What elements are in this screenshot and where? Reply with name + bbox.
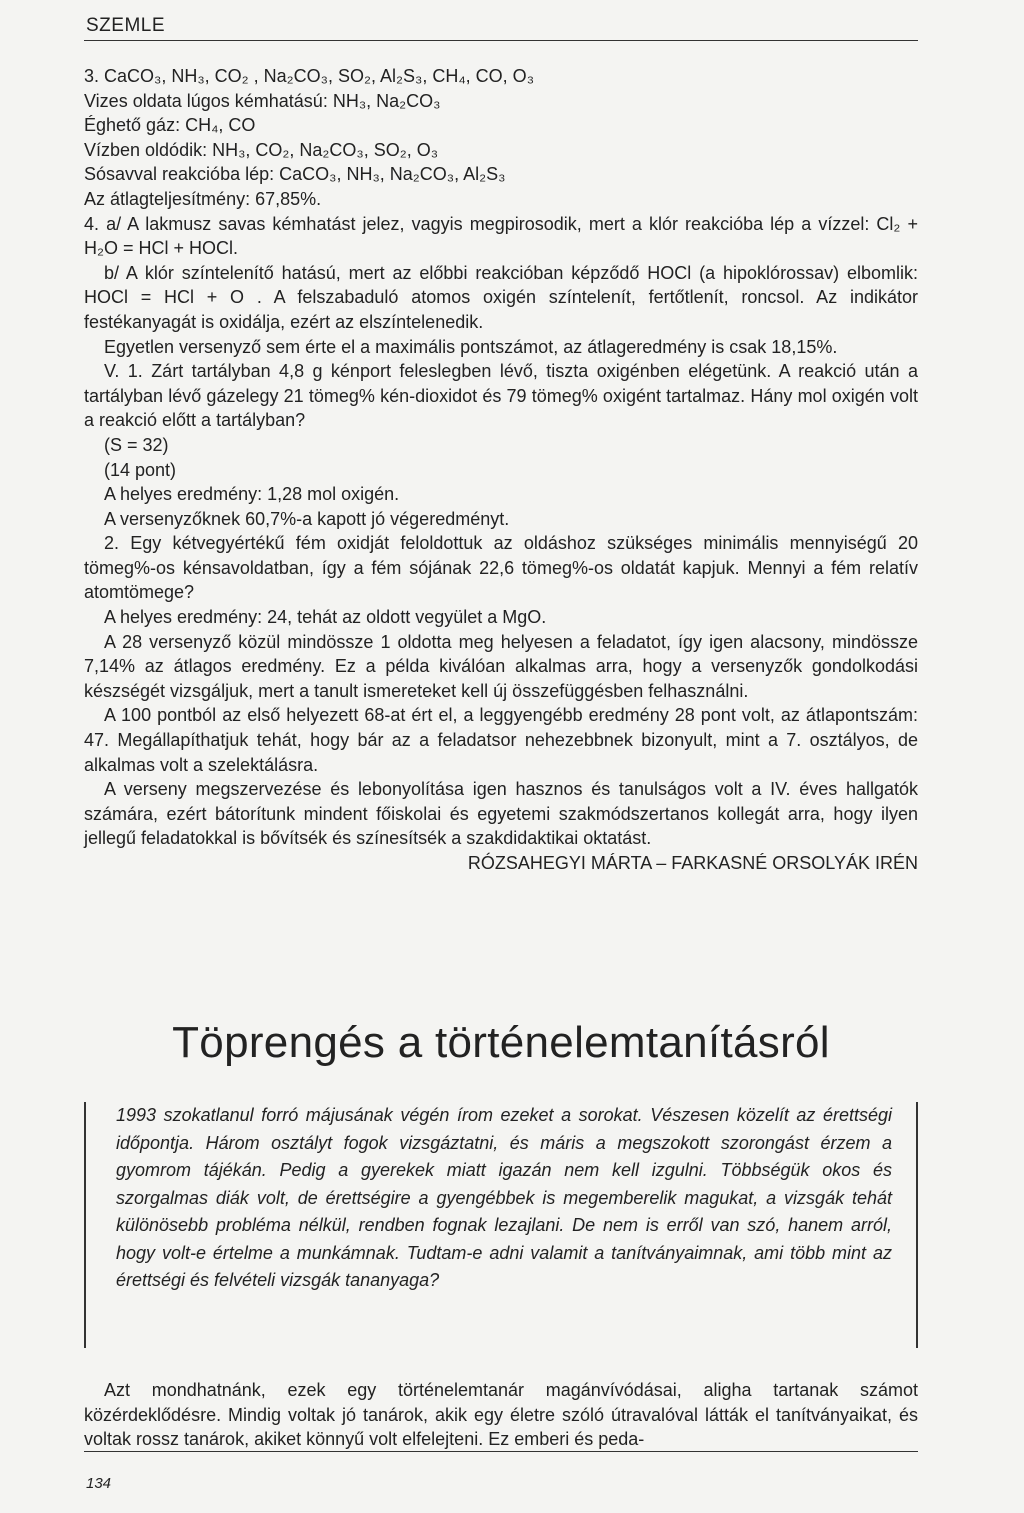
article-continuation [84,64,918,876]
quote-right-bar [916,1102,918,1348]
quote-left-bar [84,1102,86,1348]
answer-3-soluble: Vízben oldódik: NH₃, CO₂, Na₂CO₃, SO₂, O₃ [84,139,439,160]
answer-3-flammable: Éghető gáz: CH₄, CO [84,115,256,136]
closing-paragraph: A verseny megszervezése és lebonyolítása igen hasznos és tanulságos volt a IV. éves hallgatók számára, ezért bátorítunk mindent főiskolai és egyetemi szakmódszertanos kollegát arra, hogy ilyen jellegű feladatokkal is bővítsék és színesítsék a szakdidaktikai oktatást. [84,779,918,849]
footer-rule [84,1451,918,1452]
task-5-2-answer: A helyes eredmény: 24, tehát az oldott vegyület a MgO. [104,607,547,628]
intro-quote-box [84,1102,918,1352]
article-paragraph: Azt mondhatnánk, ezek egy történelemtanár magánvívódásai, aligha tartanak számot közérdeklődésre. Mindig voltak jó tanárok, akik egy életre szóló útravalóval látták el tanítványaikat, és voltak rossz tanárok, akiket könnyű volt elfelejteni. Ez emberi és peda- [84,1380,918,1450]
author-signature: RÓZSAHEGYI MÁRTA – FARKASNÉ ORSOLYÁK IRÉN [467,853,918,873]
task-5-2-result: A 28 versenyző közül mindössze 1 oldotta meg helyesen a feladatot, így igen alacsony, mindössze 7,14% az átlagos eredmény. Ez a példa kiválóan alkalmas arra, hogy a versenyzők gondolkodási készségét vizsgáljuk, mert a tanult ismereteket kell új összefüggésben felhasználni. [84,631,918,701]
task-5-1: V. 1. Zárt tartályban 4,8 g kénport feleslegben lévő, tiszta oxigénben elégetünk. A reakció után a tartályban lévő gázelegy 21 tömeg% kén-dioxidot és 79 tömeg% oxigént tartalmaz. Hány mol oxigén volt a reakció előtt a tartályban? [84,361,918,431]
answer-3-hcl-reactive: Sósavval reakcióba lép: CaCO₃, NH₃, Na₂CO₃, Al₂S₃ [84,164,506,185]
article-body [84,1360,918,1470]
answer-4b: b/ A klór színtelenítő hatású, mert az előbbi reakcióban képződő HOCl (a hipoklórossav) elbomlik: HOCl = HCl + O . A felszabaduló atomos oxigén színtelenít, fertőtlenít, roncsol. Az indikátor festékanyagát is oxidálja, ezért az elszíntelenedik. [84,262,918,332]
intro-quote: 1993 szokatlanul forró májusának végén írom ezeket a sorokat. Vészesen közelít az érettségi időpontja. Három osztályt fogok vizsgáztatni, és máris a megszokott szorongást érzem a gyomrom tájékán. Pedig a gyerekek miatt igazán nem kell izgulni. Többségük okos és szorgalmas diák volt, de érettségire a gyengébbek is megemberelik magukat, a vizsgák tehát különösebb probléma nélkül, rendben fognak lezajlani. De nem is erről van szó, hanem arról, hogy volt-e értelme a munkámnak. Tudtam-e adni valamit a tanítványaimnak, ami több mint az érettségi és felvételi vizsgák tananyaga? [116,1105,892,1290]
task-5-2: 2. Egy kétvegyértékű fém oxidját feloldottuk az oldáshoz szükséges minimális mennyiségű 20 tömeg%-os kénsavoldatban, így a fém sójának 22,6 tömeg%-os oldatát kapjuk. Mennyi a fém relatív atomtömege? [84,533,918,603]
answer-3-average: Az átlagteljesítmény: 67,85%. [84,188,322,209]
answer-4a: 4. a/ A lakmusz savas kémhatást jelez, vagyis megpirosodik, mert a klór reakcióba lép a vízzel: Cl₂ + H₂O = HCl + HOCl. [84,213,918,259]
section-header: SZEMLE [86,15,166,36]
answer-3-alkaline: Vizes oldata lúgos kémhatású: NH₃, Na₂CO₃ [84,90,441,111]
answer-4-result: Egyetlen versenyző sem érte el a maximális pontszámot, az átlageredmény is csak 18,15%. [104,336,838,357]
page-number: 134 [86,1475,112,1492]
task-5-1-result: A versenyzőknek 60,7%-a kapott jó végeredményt. [104,508,510,529]
task-5-1-answer: A helyes eredmény: 1,28 mol oxigén. [104,484,400,505]
header-rule [84,40,918,41]
answer-3-formulas: 3. CaCO₃, NH₃, CO₂ , Na₂CO₃, SO₂, Al₂S₃, CH₄, CO, O₃ [84,66,535,86]
task-5-1-given: (S = 32) [104,434,169,455]
overall-result: A 100 pontból az első helyezett 68-at ért el, a leggyengébb eredmény 28 pont volt, az átlapontszám: 47. Megállapíthatjuk tehát, hogy bár az a feladatsor nehezebbnek bizonyult, mint a 7. osztályos, de alkalmas volt a szelektálásra. [84,705,918,775]
article-title: Töprengés a történelemtanításról [172,1018,830,1067]
task-5-1-points: (14 pont) [104,459,177,480]
